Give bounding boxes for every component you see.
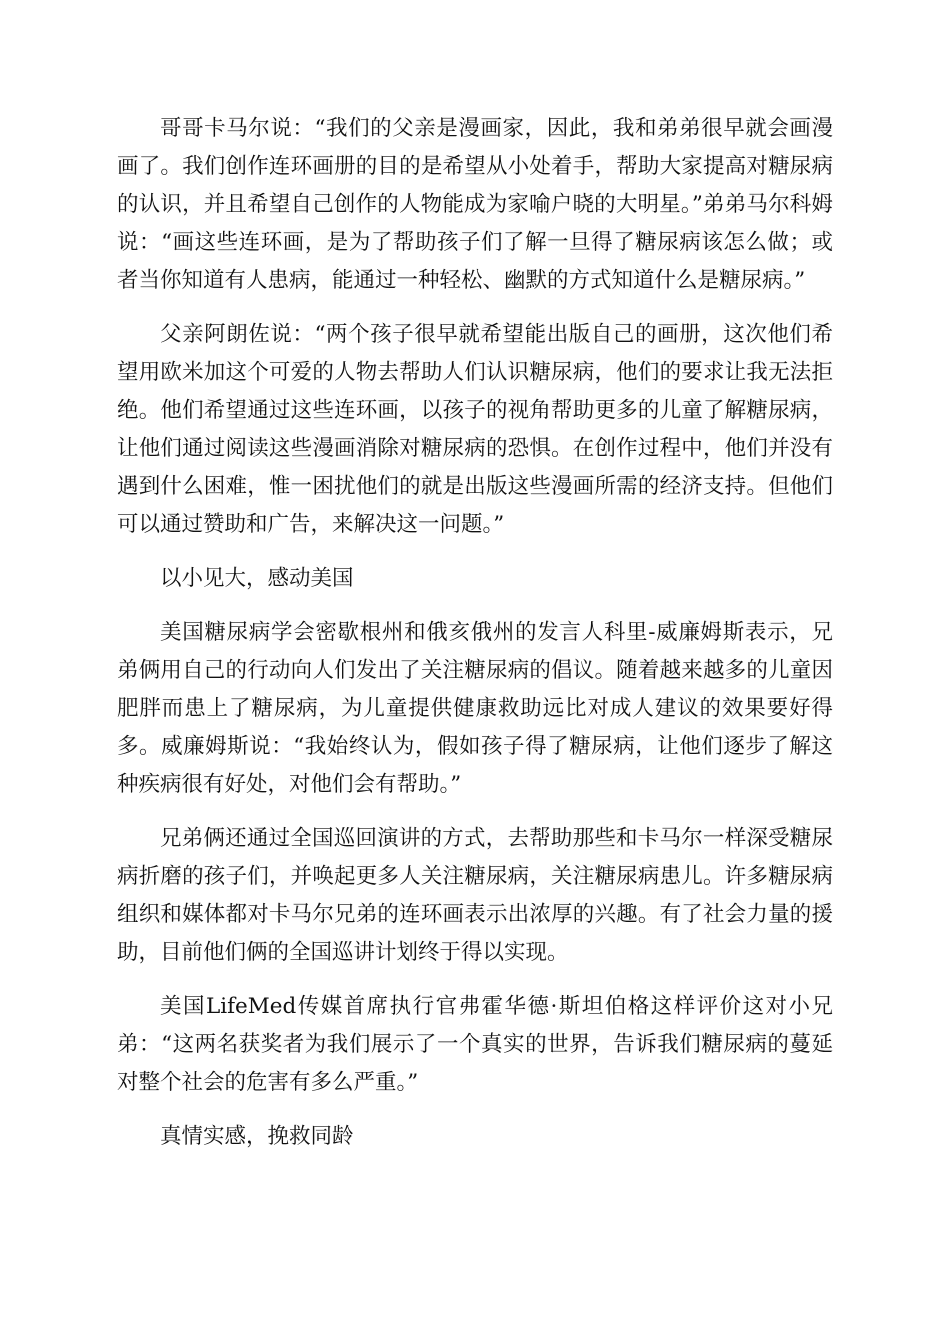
document-body	[117, 110, 833, 1172]
paragraph-lifemed-ceo: 美国LifeMed传媒首席执行官弗霍华德·斯坦伯格这样评价这对小兄弟：“这两名获奖者为我们展示了一个真实的世界，告诉我们糖尿病的蔓延对整个社会的危害有多么严重。”	[117, 994, 833, 1095]
paragraph-father-quote: 父亲阿朗佐说：“两个孩子很早就希望能出版自己的画册，这次他们希望用欧米加这个可爱的人物去帮助人们认识糖尿病，他们的要求让我无法拒绝。他们希望通过这些连环画，以孩子的视角帮助更多的儿童了解糖尿病，让他们通过阅读这些漫画消除对糖尿病的恐惧。在创作过程中，他们并没有遇到什么困难，惟一困扰他们的就是出版这些漫画所需的经济支持。但他们可以通过赞助和广告，来解决这一问题。”	[117, 322, 833, 537]
section-heading-save-peers: 真情实感，挽救同龄	[160, 1124, 354, 1149]
paragraph-kamal-quote: 哥哥卡马尔说：“我们的父亲是漫画家，因此，我和弟弟很早就会画漫画了。我们创作连环画册的目的是希望从小处着手，帮助大家提高对糖尿病的认识，并且希望自己创作的人物能成为家喻户晓的大明星。”弟弟马尔科姆说：“画这些连环画，是为了帮助孩子们了解一旦得了糖尿病该怎么做；或者当你知道有人患病，能通过一种轻松、幽默的方式知道什么是糖尿病。”	[117, 116, 833, 293]
paragraph-williams-statement: 美国糖尿病学会密歇根州和俄亥俄州的发言人科里-威廉姆斯表示，兄弟俩用自己的行动向人们发出了关注糖尿病的倡议。随着越来越多的儿童因肥胖而患上了糖尿病，为儿童提供健康救助远比对成人建议的效果要好得多。威廉姆斯说：“我始终认为，假如孩子得了糖尿病，让他们逐步了解这种疾病很有好处，对他们会有帮助。”	[117, 620, 833, 797]
section-heading-inspire-america: 以小见大，感动美国	[160, 566, 354, 591]
paragraph-national-tour: 兄弟俩还通过全国巡回演讲的方式，去帮助那些和卡马尔一样深受糖尿病折磨的孩子们，并唤起更多人关注糖尿病，关注糖尿病患儿。许多糖尿病组织和媒体都对卡马尔兄弟的连环画表示出浓厚的兴趣。有了社会力量的援助，目前他们俩的全国巡讲计划终于得以实现。	[117, 826, 833, 965]
